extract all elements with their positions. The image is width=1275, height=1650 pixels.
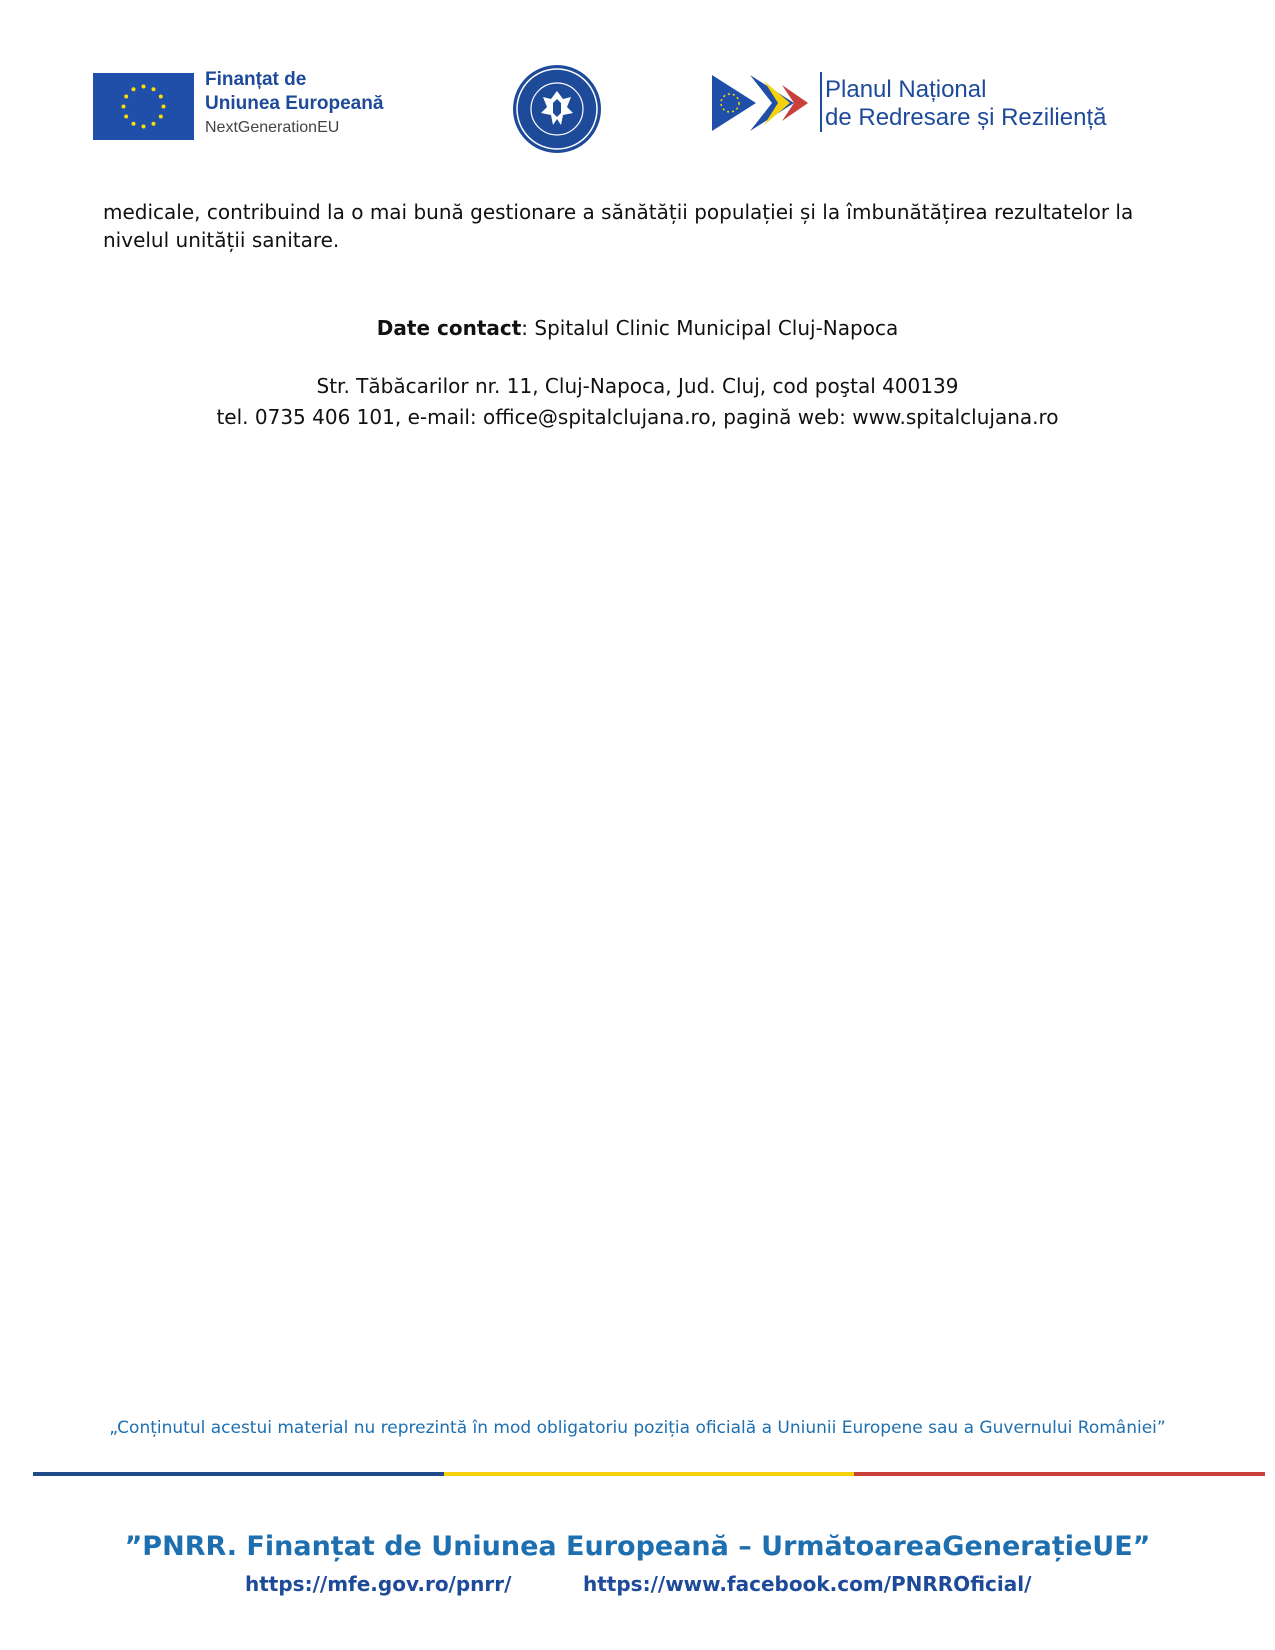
footer-disclaimer: „Conținutul acestui material nu reprezintă în mod obligatoriu poziția oficială a Uniunii Europene sau a Guvernului României”: [109, 1418, 1166, 1438]
facebook-pnrr-link[interactable]: https://www.facebook.com/PNRROficial/: [583, 1572, 1032, 1596]
eu-star-icon: [124, 95, 128, 99]
eu-flag-icon: [93, 73, 194, 140]
footer-slogan: ”PNRR. Finanțat de Uniunea Europeană – UrmătoareaGenerațieUE”: [124, 1531, 1151, 1562]
eu-funding-logo-text: [205, 68, 383, 139]
eu-star-icon: [162, 105, 166, 109]
page-header: [0, 60, 1275, 160]
body-paragraph: medicale, contribuind la o mai bună gestionare a sănătății populației și la îmbunătățirea rezultatelor la nivelul unității sanitare.: [103, 200, 1134, 252]
eu-star-icon: [132, 87, 136, 91]
eu-logo-line3: NextGenerationEU: [205, 119, 340, 136]
eu-star-icon: [132, 122, 136, 126]
eu-logo-line2: Uniunea Europeană: [205, 93, 384, 114]
government-seal-icon: [511, 63, 603, 155]
contact-label: Date contact: [376, 316, 522, 340]
contact-address: Str. Tăbăcarilor nr. 11, Cluj-Napoca, Jud. Cluj, cod poştal 400139: [316, 374, 959, 398]
eu-star-icon: [159, 95, 163, 99]
pnrr-logo-text: [825, 76, 1106, 132]
pnrr-logo-line1: Planul Național: [825, 76, 987, 103]
pnrr-logo-line2: de Redresare și Reziliență: [825, 104, 1107, 131]
eu-logo-line1: Finanțat de: [205, 69, 307, 90]
bar-yellow-segment: [444, 1472, 855, 1476]
footer-tricolor-bar: [33, 1472, 1265, 1476]
eu-star-icon: [122, 105, 126, 109]
bar-blue-segment: [33, 1472, 444, 1476]
contact-heading: [0, 314, 1275, 342]
eu-star-icon: [142, 125, 146, 129]
contact-value: : Spitalul Clinic Municipal Cluj-Napoca: [521, 316, 899, 340]
eu-star-icon: [152, 122, 156, 126]
mfe-pnrr-link[interactable]: https://mfe.gov.ro/pnrr/: [245, 1572, 512, 1596]
bar-red-segment: [854, 1472, 1265, 1476]
eu-star-icon: [152, 87, 156, 91]
eu-star-icon: [159, 115, 163, 119]
eu-star-icon: [142, 85, 146, 89]
contact-phone-email-web: tel. 0735 406 101, e-mail: office@spitalclujana.ro, pagină web: www.spitalclujana.ro: [216, 405, 1059, 429]
pnrr-flag-arrows-icon: [712, 75, 820, 131]
pnrr-logo-divider: [820, 72, 822, 132]
eu-star-icon: [124, 115, 128, 119]
